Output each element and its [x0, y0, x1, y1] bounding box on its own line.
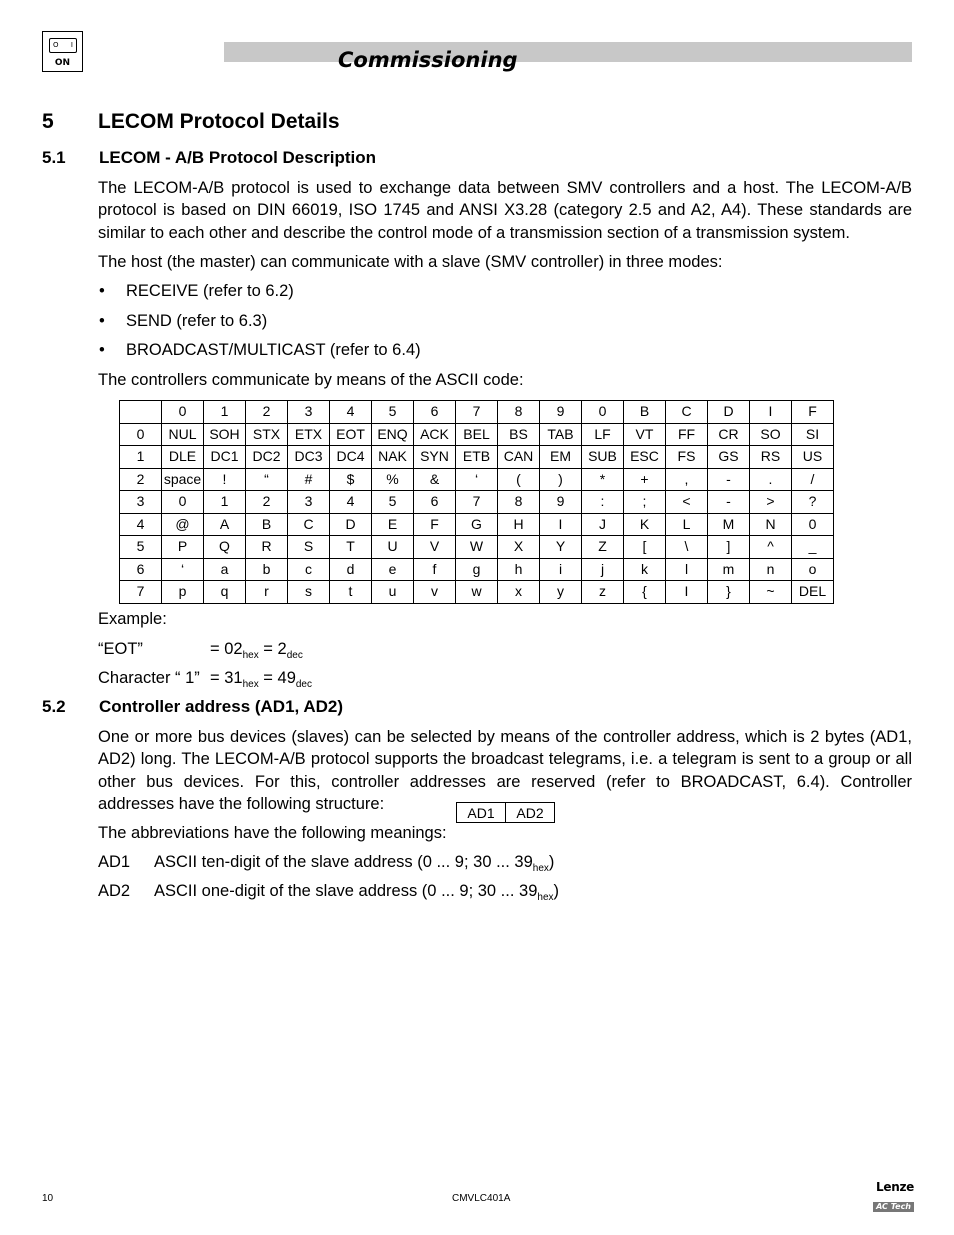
row-header-cell: 3: [120, 491, 162, 514]
table-cell: -: [708, 468, 750, 491]
table-cell: _: [792, 536, 834, 559]
paragraph: The LECOM-A/B protocol is used to exchange data between SMV controllers and a host. The LECOM-A/B protocol is based on DIN 66019, ISO 1745 and ANSI X3.28 (category 2.5 and A2, A4). These standards are similar to each other and describe the control mode of a transmission section of a transmission system.: [98, 179, 912, 242]
table-cell: 1: [204, 491, 246, 514]
table-cell: DEL: [792, 581, 834, 604]
bullet-item: BROADCAST/MULTICAST (refer to 6.4): [126, 341, 421, 359]
definition-desc: ASCII one-digit of the slave address (0 ... 9; 30 ... $39_{hex}$): [154, 882, 560, 903]
table-cell: P: [162, 536, 204, 559]
table-cell: SI: [792, 423, 834, 446]
table-row: [120, 581, 834, 604]
paragraph: The controllers communicate by means of the ASCII code:: [98, 371, 524, 389]
table-cell: ,: [666, 468, 708, 491]
table-cell: 7: [456, 491, 498, 514]
table-cell: CAN: [498, 446, 540, 469]
table-cell: f: [414, 558, 456, 581]
table-cell: K: [624, 513, 666, 536]
table-cell: *: [582, 468, 624, 491]
table-cell: F: [414, 513, 456, 536]
bullet-icon: •: [99, 341, 105, 359]
table-cell: U: [372, 536, 414, 559]
table-cell: b: [246, 558, 288, 581]
table-cell: TAB: [540, 423, 582, 446]
address-table: [456, 802, 555, 823]
table-cell: NAK: [372, 446, 414, 469]
switch-on-label: I: [70, 41, 73, 49]
table-cell: ;: [624, 491, 666, 514]
table-cell: @: [162, 513, 204, 536]
table-cell: 0: [792, 513, 834, 536]
table-cell: I: [666, 581, 708, 604]
table-cell: DC4: [330, 446, 372, 469]
table-cell: BEL: [456, 423, 498, 446]
table-cell: 9: [540, 491, 582, 514]
table-cell: D: [330, 513, 372, 536]
table-cell: FF: [666, 423, 708, 446]
table-cell: I: [540, 513, 582, 536]
table-row: [120, 446, 834, 469]
address-cell: AD2: [506, 803, 555, 823]
table-cell: US: [792, 446, 834, 469]
example-label: Example:: [98, 610, 167, 628]
column-header-cell: 7: [456, 401, 498, 424]
column-header-cell: 0: [582, 401, 624, 424]
table-cell: H: [498, 513, 540, 536]
table-cell: q: [204, 581, 246, 604]
table-row: [120, 423, 834, 446]
table-cell: \: [666, 536, 708, 559]
table-cell: W: [456, 536, 498, 559]
column-header-cell: 9: [540, 401, 582, 424]
table-cell: ‘: [162, 558, 204, 581]
table-cell: A: [204, 513, 246, 536]
table-cell: DLE: [162, 446, 204, 469]
table-cell: z: [582, 581, 624, 604]
table-cell: m: [708, 558, 750, 581]
table-cell: EOT: [330, 423, 372, 446]
table-cell: B: [246, 513, 288, 536]
table-cell: u: [372, 581, 414, 604]
table-cell: d: [330, 558, 372, 581]
table-cell: G: [456, 513, 498, 536]
subsection-number: 5.1: [42, 148, 66, 167]
table-cell: v: [414, 581, 456, 604]
table-cell: +: [624, 468, 666, 491]
bullet-icon: •: [99, 312, 105, 330]
row-header-cell: 2: [120, 468, 162, 491]
table-cell: “: [246, 468, 288, 491]
table-cell: #: [288, 468, 330, 491]
table-cell: .: [750, 468, 792, 491]
row-header-cell: 6: [120, 558, 162, 581]
table-cell: ^: [750, 536, 792, 559]
table-cell: ENQ: [372, 423, 414, 446]
bullet-icon: •: [99, 282, 105, 300]
example-name: Character “ 1”: [98, 669, 200, 687]
column-header-cell: 6: [414, 401, 456, 424]
column-header-cell: I: [750, 401, 792, 424]
column-header-cell: C: [666, 401, 708, 424]
table-cell: !: [204, 468, 246, 491]
table-cell: g: [456, 558, 498, 581]
table-cell: RS: [750, 446, 792, 469]
row-header-cell: 7: [120, 581, 162, 604]
column-header-cell: 4: [330, 401, 372, 424]
table-row: [120, 491, 834, 514]
table-cell: p: [162, 581, 204, 604]
table-cell: t: [330, 581, 372, 604]
switch-toggle: [49, 38, 77, 53]
table-cell: ?: [792, 491, 834, 514]
table-cell: ESC: [624, 446, 666, 469]
ascii-table: [119, 400, 834, 604]
table-row: [120, 536, 834, 559]
table-cell: 3: [288, 491, 330, 514]
table-cell: STX: [246, 423, 288, 446]
table-cell: GS: [708, 446, 750, 469]
table-cell: {: [624, 581, 666, 604]
column-header-cell: F: [792, 401, 834, 424]
table-cell: }: [708, 581, 750, 604]
table-cell: 8: [498, 491, 540, 514]
page-number: 10: [42, 1193, 54, 1204]
table-row: [120, 513, 834, 536]
table-cell: <: [666, 491, 708, 514]
table-cell: S: [288, 536, 330, 559]
table-cell: s: [288, 581, 330, 604]
paragraph: The host (the master) can communicate with a slave (SMV controller) in three modes:: [98, 253, 723, 271]
table-cell: T: [330, 536, 372, 559]
table-cell: r: [246, 581, 288, 604]
table-cell: w: [456, 581, 498, 604]
table-cell: ‘: [456, 468, 498, 491]
switch-off-label: O: [53, 41, 59, 49]
subsection-title: Controller address (AD1, AD2): [99, 697, 344, 716]
address-cell: AD1: [457, 803, 506, 823]
table-cell: EM: [540, 446, 582, 469]
table-cell: CR: [708, 423, 750, 446]
table-cell: ~: [750, 581, 792, 604]
bullet-item: SEND (refer to 6.3): [126, 312, 268, 330]
table-cell: 4: [330, 491, 372, 514]
column-header-cell: 0: [162, 401, 204, 424]
row-header-cell: 5: [120, 536, 162, 559]
table-row: [120, 468, 834, 491]
table-cell: 2: [246, 491, 288, 514]
table-cell: >: [750, 491, 792, 514]
table-cell: NUL: [162, 423, 204, 446]
example-value: = $31_{hex} = 49_{dec}$: [210, 669, 312, 690]
table-cell: Z: [582, 536, 624, 559]
table-cell: DC2: [246, 446, 288, 469]
table-cell: l: [666, 558, 708, 581]
table-cell: SOH: [204, 423, 246, 446]
on-switch-icon: [42, 31, 83, 72]
table-cell: 6: [414, 491, 456, 514]
table-cell: E: [372, 513, 414, 536]
table-cell: 0: [162, 491, 204, 514]
column-header-cell: 5: [372, 401, 414, 424]
table-cell: ETB: [456, 446, 498, 469]
table-cell: SO: [750, 423, 792, 446]
table-cell: ): [540, 468, 582, 491]
row-header-cell: [120, 401, 162, 424]
column-header-cell: 2: [246, 401, 288, 424]
table-cell: J: [582, 513, 624, 536]
table-cell: V: [414, 536, 456, 559]
paragraph: The abbreviations have the following meanings:: [98, 824, 447, 842]
table-cell: Q: [204, 536, 246, 559]
header-bar: [224, 42, 912, 62]
table-cell: (: [498, 468, 540, 491]
table-cell: BS: [498, 423, 540, 446]
row-header-cell: 0: [120, 423, 162, 446]
lenze-logo: [858, 1181, 914, 1213]
row-header-cell: 1: [120, 446, 162, 469]
column-header-cell: D: [708, 401, 750, 424]
column-header-cell: 1: [204, 401, 246, 424]
table-row: [120, 558, 834, 581]
table-cell: VT: [624, 423, 666, 446]
table-cell: ]: [708, 536, 750, 559]
table-cell: SYN: [414, 446, 456, 469]
table-cell: c: [288, 558, 330, 581]
column-header-cell: B: [624, 401, 666, 424]
table-cell: X: [498, 536, 540, 559]
table-cell: ETX: [288, 423, 330, 446]
document-code: CMVLC401A: [452, 1193, 511, 1204]
table-cell: h: [498, 558, 540, 581]
subsection-title: LECOM - A/B Protocol Description: [99, 148, 377, 167]
table-cell: 5: [372, 491, 414, 514]
paragraph: One or more bus devices (slaves) can be selected by means of the controller address, which is 2 bytes (AD1, AD2) long. The LECOM-A/B protocol supports the broadcast telegrams, i.e. a telegram is sent to a group or all other bus devices. For this, controller addresses are reserved (refer to BROADCAST, 6.4). Controller addresses have the following structure:: [98, 728, 912, 813]
example-value: = $02_{hex} = 2_{dec}$: [210, 640, 303, 661]
table-cell: y: [540, 581, 582, 604]
table-cell: LF: [582, 423, 624, 446]
page-title: Commissioning: [338, 48, 518, 72]
table-cell: space: [162, 468, 204, 491]
table-cell: SUB: [582, 446, 624, 469]
section-number: 5: [42, 110, 54, 133]
bullet-item: RECEIVE (refer to 6.2): [126, 282, 294, 300]
table-cell: o: [792, 558, 834, 581]
row-header-cell: 4: [120, 513, 162, 536]
table-cell: Y: [540, 536, 582, 559]
column-header-cell: 8: [498, 401, 540, 424]
table-cell: e: [372, 558, 414, 581]
table-cell: L: [666, 513, 708, 536]
table-cell: &: [414, 468, 456, 491]
table-cell: /: [792, 468, 834, 491]
definition-term: AD1: [98, 853, 131, 871]
table-cell: n: [750, 558, 792, 581]
table-cell: i: [540, 558, 582, 581]
table-cell: N: [750, 513, 792, 536]
definition-desc: ASCII ten-digit of the slave address (0 ... 9; 30 ... $39_{hex}$): [154, 853, 555, 874]
table-cell: x: [498, 581, 540, 604]
table-cell: -: [708, 491, 750, 514]
table-cell: C: [288, 513, 330, 536]
column-header-cell: 3: [288, 401, 330, 424]
table-cell: DC1: [204, 446, 246, 469]
table-cell: FS: [666, 446, 708, 469]
table-cell: DC3: [288, 446, 330, 469]
table-cell: M: [708, 513, 750, 536]
table-cell: $: [330, 468, 372, 491]
logo-line1: Lenze: [876, 1180, 914, 1194]
table-cell: R: [246, 536, 288, 559]
table-cell: j: [582, 558, 624, 581]
on-label: ON: [54, 58, 71, 68]
definition-term: AD2: [98, 882, 131, 900]
table-cell: [: [624, 536, 666, 559]
table-cell: a: [204, 558, 246, 581]
subsection-number: 5.2: [42, 697, 66, 716]
table-header-row: [120, 401, 834, 424]
logo-line2: AC Tech: [873, 1202, 914, 1212]
section-title: LECOM Protocol Details: [98, 110, 340, 133]
table-cell: k: [624, 558, 666, 581]
table-cell: ACK: [414, 423, 456, 446]
example-name: “EOT”: [98, 640, 143, 658]
table-cell: :: [582, 491, 624, 514]
table-cell: %: [372, 468, 414, 491]
